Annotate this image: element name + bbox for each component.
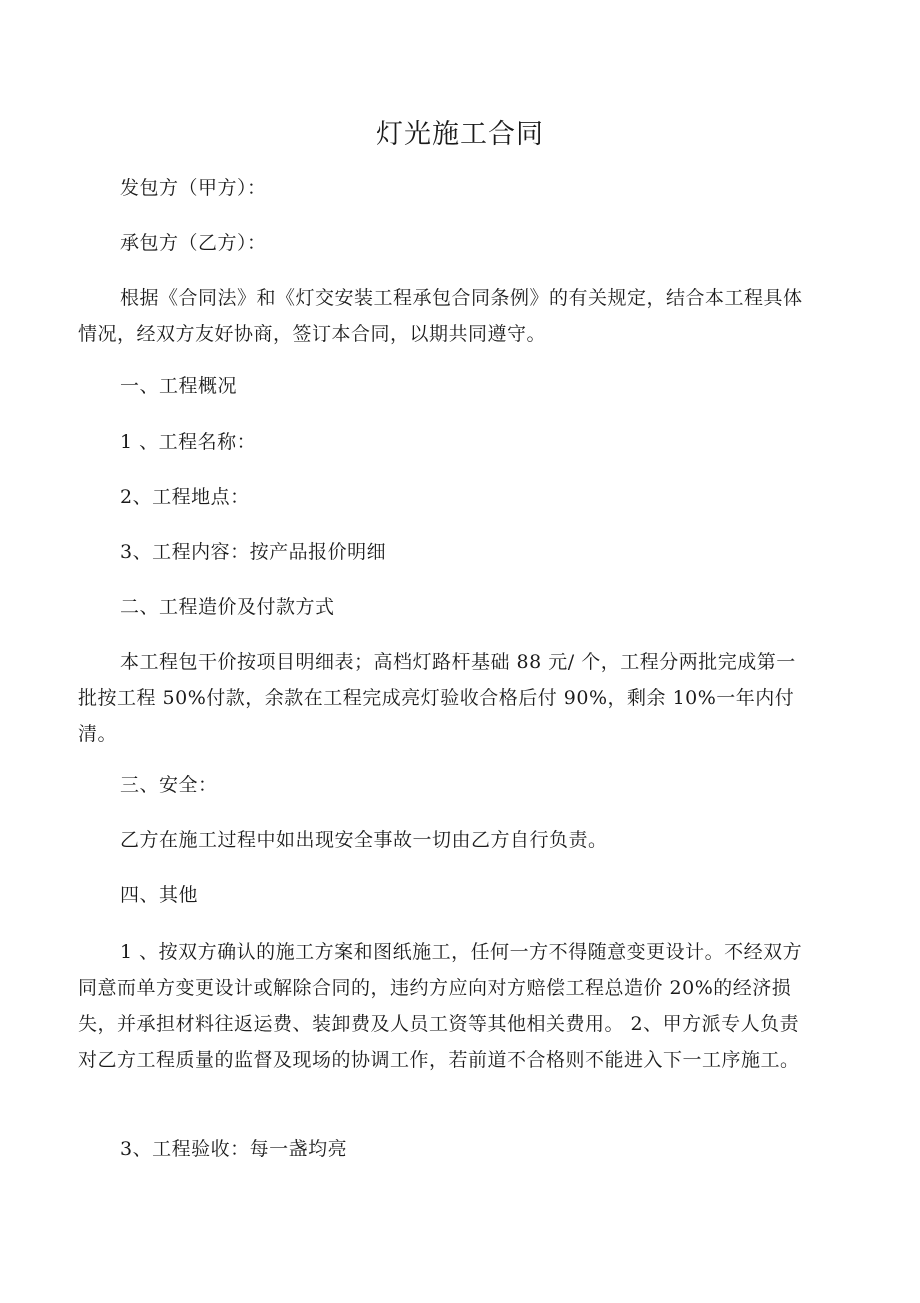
section2-heading: 二、工程造价及付款方式 (120, 596, 335, 618)
section2-body: 本工程包干价按项目明细表；高档灯路杆基础 88 元/ 个，工程分两批完成第一批按工程 50%付款，余款在工程完成亮灯验收合格后付 90%，剩余 10%一年内付清。 (78, 651, 796, 745)
section3-body: 乙方在施工过程中如出现安全事故一切由乙方自行负责。 (120, 829, 608, 851)
section3-heading: 三、安全： (120, 774, 218, 796)
party-a-line: 发包方（甲方）： (120, 177, 267, 199)
party-b-line: 承包方（乙方）： (120, 232, 267, 254)
section4-item-acceptance: 3、工程验收：每一盏均亮 (120, 1138, 348, 1160)
section1-item-project-name: 1 、工程名称： (120, 431, 257, 453)
preamble-paragraph: 根据《合同法》和《灯交安装工程承包合同条例》的有关规定，结合本工程具体情况，经双方友好协商，签订本合同，以期共同遵守。 (78, 287, 803, 345)
section4-body: 1 、按双方确认的施工方案和图纸施工，任何一方不得随意变更设计。不经双方同意而单方变更设计或解除合同的，违约方应向对方赔偿工程总造价 20%的经济损失，并承担材料往返运费、装卸费及人员工资等其他相关费用。 2、甲方派专人负责对乙方工程质量的监督及现场的协调工作，若前道不合格则不能进入下一工序施工。 (78, 941, 803, 1071)
section1-heading: 一、工程概况 (120, 375, 238, 397)
document-title: 灯光施工合同 (376, 119, 544, 150)
section1-item-project-content: 3、工程内容：按产品报价明细 (120, 541, 387, 563)
section4-heading: 四、其他 (120, 884, 199, 906)
section1-item-project-location: 2、工程地点： (120, 486, 250, 508)
